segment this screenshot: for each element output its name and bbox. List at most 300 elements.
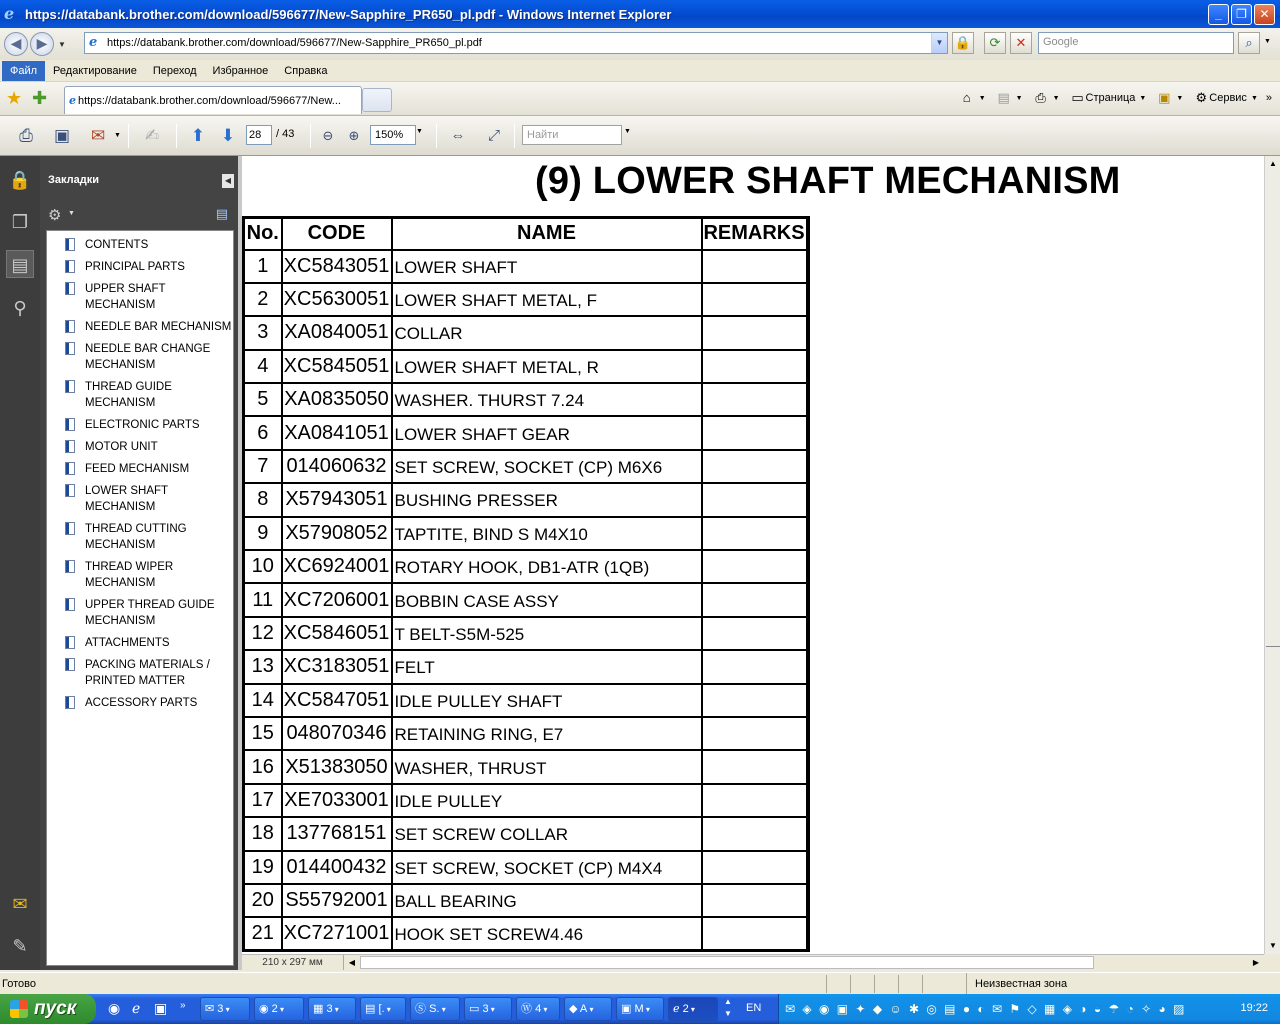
- taskbar-button[interactable]: [668, 997, 718, 1021]
- taskbar-button[interactable]: [200, 997, 250, 1021]
- safety-icon: ▣: [1158, 90, 1171, 105]
- part-code-cell: XC3183051: [282, 650, 392, 683]
- tools-menu-button[interactable]: ⚙ Сервис ▼: [1193, 90, 1258, 106]
- part-remarks-cell: [702, 583, 808, 616]
- part-number-cell: 1: [244, 250, 282, 283]
- part-code-cell: X57908052: [282, 517, 392, 550]
- part-name-cell: T BELT-S5M-525: [392, 617, 702, 650]
- bookmarks-title: Закладки: [48, 174, 100, 186]
- back-button[interactable]: ◀: [4, 32, 28, 56]
- horizontal-scroll-thumb[interactable]: [360, 956, 1094, 969]
- part-code-cell: 137768151: [282, 817, 392, 850]
- clock: 19:22: [1240, 1002, 1268, 1014]
- part-code-cell: XC6924001: [282, 550, 392, 583]
- part-number-cell: 18: [244, 817, 282, 850]
- table-row: [244, 483, 808, 516]
- scroll-up-button[interactable]: ▲: [1265, 156, 1280, 172]
- bookmark-label: THREAD WIPER MECHANISM: [85, 561, 174, 589]
- taskbar-button-label: S.: [429, 1003, 440, 1015]
- feeds-button[interactable]: ▤ ▼: [997, 90, 1023, 105]
- part-remarks-cell: [702, 717, 808, 750]
- bookmark-item[interactable]: [47, 257, 233, 279]
- part-remarks-cell: [702, 383, 808, 416]
- taskbar-button[interactable]: [616, 997, 664, 1021]
- menu-file[interactable]: Файл: [2, 61, 45, 81]
- part-number-cell: 8: [244, 483, 282, 516]
- taskbar-button-label: 3: [482, 1003, 489, 1015]
- command-bar: [949, 90, 1272, 106]
- security-zone: Неизвестная зона: [966, 973, 1280, 995]
- bookmarks-icon[interactable]: ▤: [6, 250, 34, 278]
- mail-icon: ✉: [205, 1003, 218, 1015]
- part-code-cell: X57943051: [282, 483, 392, 516]
- status-bar: [0, 972, 1280, 994]
- bookmark-item[interactable]: [47, 481, 233, 519]
- page-size-readout: 210 x 297 мм: [242, 955, 344, 970]
- bookmark-item[interactable]: [47, 339, 233, 377]
- vertical-scrollbar[interactable]: [1264, 156, 1280, 954]
- part-number-cell: 10: [244, 550, 282, 583]
- bookmark-label: THREAD GUIDE MECHANISM: [85, 381, 172, 409]
- table-row: [244, 617, 808, 650]
- taskbar-button-label: 3: [326, 1003, 333, 1015]
- expand-bookmark-icon[interactable]: ▤: [215, 206, 228, 221]
- maximize-button[interactable]: ❐: [1231, 4, 1252, 25]
- taskbar-button-label: 3: [217, 1003, 224, 1015]
- part-code-cell: XA0841051: [282, 416, 392, 449]
- title-bar: [0, 0, 1280, 28]
- group-dropdown-icon: ▾: [439, 1005, 446, 1014]
- share-dropdown[interactable]: ▼: [114, 132, 121, 139]
- bookmarks-toolbar: [42, 202, 236, 228]
- firefox-icon: ◉: [259, 1003, 272, 1015]
- part-code-cell: XC5846051: [282, 617, 392, 650]
- scroll-right-button[interactable]: ▶: [1252, 958, 1260, 967]
- group-dropdown-icon: ▾: [587, 1005, 594, 1014]
- part-code-cell: 014400432: [282, 851, 392, 884]
- bookmark-label: FEED MECHANISM: [85, 463, 190, 475]
- bookmark-label: NEEDLE BAR MECHANISM: [85, 321, 232, 333]
- bookmark-item[interactable]: [47, 633, 233, 655]
- table-row: [244, 817, 808, 850]
- part-remarks-cell: [702, 250, 808, 283]
- col-name-header: NAME: [392, 218, 702, 250]
- part-number-cell: 13: [244, 650, 282, 683]
- part-number-cell: 6: [244, 416, 282, 449]
- scroll-left-button[interactable]: ◀: [348, 958, 356, 967]
- part-number-cell: 3: [244, 316, 282, 349]
- bookmarks-list: [46, 230, 234, 966]
- bookmark-page-icon: [65, 522, 75, 535]
- bookmark-page-icon: [65, 238, 75, 251]
- page-title: (9) LOWER SHAFT MECHANISM: [535, 160, 1121, 202]
- table-row: [244, 416, 808, 449]
- history-dropdown[interactable]: ▼: [58, 39, 66, 49]
- bookmark-item[interactable]: [47, 557, 233, 595]
- part-name-cell: FELT: [392, 650, 702, 683]
- part-name-cell: LOWER SHAFT GEAR: [392, 416, 702, 449]
- part-number-cell: 2: [244, 283, 282, 316]
- tab-pdf[interactable]: [64, 86, 362, 114]
- page-number-input[interactable]: 28: [246, 125, 272, 145]
- part-code-cell: X51383050: [282, 750, 392, 783]
- part-remarks-cell: [702, 283, 808, 316]
- scroll-thumb[interactable]: [1266, 646, 1280, 654]
- bookmarks-panel: [40, 156, 238, 970]
- document-bottom-bar: [242, 954, 1264, 970]
- part-remarks-cell: [702, 851, 808, 884]
- bookmark-item[interactable]: [47, 459, 233, 481]
- col-no-header: No.: [244, 218, 282, 250]
- taskbar-button[interactable]: [308, 997, 356, 1021]
- bookmark-page-icon: [65, 636, 75, 649]
- group-dropdown-icon: ▾: [223, 1005, 230, 1014]
- part-code-cell: XE7033001: [282, 784, 392, 817]
- part-number-cell: 15: [244, 717, 282, 750]
- table-row: [244, 884, 808, 917]
- pdf-print-icon[interactable]: ⎙: [19, 126, 33, 145]
- bookmark-page-icon: [65, 696, 75, 709]
- excel-icon: ▦: [313, 1003, 327, 1015]
- group-dropdown-icon: ▾: [541, 1005, 548, 1014]
- bookmarks-header: [42, 160, 236, 200]
- page-total: / 43: [276, 128, 295, 140]
- home-button[interactable]: ⌂ ▼: [959, 90, 986, 106]
- print-button[interactable]: ⎙ ▼: [1033, 90, 1060, 106]
- quicklaunch-more-icon[interactable]: »: [180, 1000, 186, 1011]
- taskbar-button-label: 2: [271, 1003, 278, 1015]
- part-remarks-cell: [702, 517, 808, 550]
- start-label: пуск: [34, 998, 77, 1019]
- part-remarks-cell: [702, 617, 808, 650]
- part-number-cell: 4: [244, 350, 282, 383]
- bookmark-item[interactable]: [47, 279, 233, 317]
- part-code-cell: XC5630051: [282, 283, 392, 316]
- part-remarks-cell: [702, 684, 808, 717]
- bookmark-page-icon: [65, 560, 75, 573]
- bookmark-item[interactable]: [47, 415, 233, 437]
- table-row: [244, 383, 808, 416]
- status-text: Готово: [2, 978, 36, 990]
- part-name-cell: BOBBIN CASE ASSY: [392, 583, 702, 616]
- system-tray: [778, 994, 1280, 1024]
- stop-button[interactable]: ✕: [1010, 32, 1032, 54]
- part-number-cell: 12: [244, 617, 282, 650]
- bookmark-page-icon: [65, 440, 75, 453]
- table-row: [244, 851, 808, 884]
- folder-icon: ▭: [469, 1003, 483, 1015]
- table-row: [244, 784, 808, 817]
- taskbar-button[interactable]: [360, 997, 406, 1021]
- menu-edit[interactable]: Редактирование: [53, 64, 137, 77]
- bookmark-page-icon: [65, 418, 75, 431]
- table-row: [244, 517, 808, 550]
- taskbar-button-label: M: [634, 1003, 644, 1015]
- menu-favorites[interactable]: Избранное: [212, 64, 269, 77]
- bookmark-item[interactable]: [47, 377, 233, 415]
- taskbar: [0, 994, 1280, 1024]
- bookmark-page-icon: [65, 484, 75, 497]
- bookmark-label: THREAD CUTTING MECHANISM: [85, 523, 187, 551]
- table-row: [244, 316, 808, 349]
- part-name-cell: IDLE PULLEY: [392, 784, 702, 817]
- address-field[interactable]: [84, 32, 948, 54]
- bookmark-item[interactable]: [47, 317, 233, 339]
- taskbar-button-label: A: [579, 1003, 588, 1015]
- search-options-dropdown[interactable]: ▼: [1264, 38, 1271, 45]
- search-icon[interactable]: ⌕: [1238, 32, 1260, 54]
- part-number-cell: 5: [244, 383, 282, 416]
- table-row: [244, 650, 808, 683]
- bookmark-item[interactable]: [47, 519, 233, 557]
- close-window-button[interactable]: ✕: [1254, 4, 1275, 25]
- table-row: [244, 450, 808, 483]
- part-remarks-cell: [702, 550, 808, 583]
- home-icon: ⌂: [962, 90, 971, 105]
- tab-row: [0, 82, 1280, 116]
- part-number-cell: 21: [244, 917, 282, 950]
- table-row: [244, 283, 808, 316]
- taskbar-scroll-arrows[interactable]: ▲ ▼: [724, 997, 732, 1018]
- tab-label: https://databank.brother.com/download/596677/New...: [78, 94, 341, 107]
- add-favorite-icon[interactable]: ✚: [32, 88, 48, 108]
- bookmark-label: NEEDLE BAR CHANGE MECHANISM: [85, 343, 211, 371]
- address-toolbar: [0, 28, 1280, 60]
- part-remarks-cell: [702, 316, 808, 349]
- prev-page-icon[interactable]: ⬆: [190, 126, 206, 145]
- safety-button[interactable]: ▣ ▼: [1158, 90, 1184, 105]
- windows-flag-icon: [10, 1000, 28, 1018]
- navigation-pane-strip: [0, 156, 40, 970]
- group-dropdown-icon: ▾: [688, 1005, 695, 1014]
- table-row: [244, 717, 808, 750]
- new-tab-button[interactable]: [362, 88, 392, 112]
- bookmark-label: CONTENTS: [85, 239, 149, 251]
- next-page-icon[interactable]: ⬇: [220, 126, 236, 145]
- quicklaunch-ie-icon[interactable]: ℯ: [132, 1000, 141, 1016]
- ie-logo-icon: e: [4, 4, 15, 23]
- table-row: [244, 750, 808, 783]
- pages-icon[interactable]: ❐: [11, 212, 29, 232]
- find-binoculars-icon[interactable]: ⚲: [13, 298, 27, 318]
- taskbar-button[interactable]: [254, 997, 304, 1021]
- options-dropdown[interactable]: ▼: [68, 210, 75, 217]
- part-remarks-cell: [702, 650, 808, 683]
- fit-page-icon[interactable]: ⤢: [487, 127, 500, 144]
- tools-menu-label: Сервис: [1209, 92, 1247, 104]
- part-name-cell: LOWER SHAFT: [392, 250, 702, 283]
- printer-icon: ⎙: [1035, 90, 1046, 105]
- gear-icon: ⚙: [1195, 90, 1208, 105]
- bookmark-label: LOWER SHAFT MECHANISM: [85, 485, 168, 513]
- fit-width-icon[interactable]: ⇔: [450, 127, 466, 144]
- bookmark-label: ATTACHMENTS: [85, 637, 170, 649]
- media-icon: ▣: [621, 1003, 635, 1015]
- bookmark-label: MOTOR UNIT: [85, 441, 158, 453]
- part-name-cell: HOOK SET SCREW4.46: [392, 917, 702, 950]
- col-remarks-header: REMARKS: [702, 218, 808, 250]
- favorites-star-icon[interactable]: ★: [6, 88, 23, 108]
- scroll-down-button[interactable]: ▼: [1265, 938, 1280, 954]
- part-code-cell: XC7271001: [282, 917, 392, 950]
- bookmark-page-icon: [65, 380, 75, 393]
- notepad-icon: ▤: [365, 1003, 379, 1015]
- menu-go[interactable]: Переход: [152, 64, 197, 77]
- bookmark-label: UPPER THREAD GUIDE MECHANISM: [85, 599, 215, 627]
- menu-help[interactable]: Справка: [284, 64, 328, 77]
- bookmark-label: PRINCIPAL PARTS: [85, 261, 185, 273]
- col-code-header: CODE: [282, 218, 392, 250]
- zoom-dropdown[interactable]: ▼: [416, 128, 423, 135]
- part-name-cell: WASHER, THRUST: [392, 750, 702, 783]
- part-name-cell: IDLE PULLEY SHAFT: [392, 684, 702, 717]
- tab-favicon-icon: e: [69, 94, 76, 107]
- language-indicator[interactable]: EN: [746, 1002, 762, 1014]
- part-code-cell: XC5845051: [282, 350, 392, 383]
- bookmark-page-icon: [65, 260, 75, 273]
- bookmark-label: ACCESSORY PARTS: [85, 697, 198, 709]
- part-number-cell: 16: [244, 750, 282, 783]
- group-dropdown-icon: ▾: [277, 1005, 285, 1014]
- quicklaunch-desktop-icon[interactable]: ▣: [154, 1000, 168, 1016]
- pdf-save-icon[interactable]: ▣: [53, 126, 71, 145]
- comments-icon[interactable]: ✉: [12, 894, 28, 914]
- part-remarks-cell: [702, 483, 808, 516]
- word-icon: Ⓦ: [521, 1003, 536, 1015]
- address-dropdown[interactable]: ▼: [931, 33, 947, 53]
- bookmark-label: PACKING MATERIALS / PRINTED MATTER: [85, 659, 210, 687]
- zoom-out-icon[interactable]: ⊖: [322, 128, 334, 143]
- page-menu-button[interactable]: ▭ Страница ▼: [1071, 90, 1147, 105]
- find-dropdown[interactable]: ▼: [624, 128, 631, 135]
- part-remarks-cell: [702, 450, 808, 483]
- part-name-cell: RETAINING RING, E7: [392, 717, 702, 750]
- part-number-cell: 7: [244, 450, 282, 483]
- taskbar-button-label: [.: [378, 1003, 385, 1015]
- part-remarks-cell: [702, 750, 808, 783]
- part-remarks-cell: [702, 350, 808, 383]
- address-url[interactable]: https://databank.brother.com/download/596677/New-Sapphire_PR650_pl.pdf: [107, 37, 482, 49]
- bookmark-page-icon: [65, 462, 75, 475]
- part-name-cell: TAPTITE, BIND S M4X10: [392, 517, 702, 550]
- group-dropdown-icon: ▾: [384, 1005, 391, 1014]
- part-name-cell: WASHER. THURST 7.24: [392, 383, 702, 416]
- skype-icon: Ⓢ: [415, 1003, 430, 1015]
- bookmark-item[interactable]: [47, 693, 233, 715]
- part-code-cell: XC7206001: [282, 583, 392, 616]
- part-name-cell: SET SCREW, SOCKET (CP) M6X6: [392, 450, 702, 483]
- part-remarks-cell: [702, 884, 808, 917]
- taskbar-button-label: 4: [535, 1003, 542, 1015]
- bookmark-item[interactable]: [47, 235, 233, 257]
- part-name-cell: BALL BEARING: [392, 884, 702, 917]
- part-name-cell: COLLAR: [392, 316, 702, 349]
- part-number-cell: 20: [244, 884, 282, 917]
- bookmark-page-icon: [65, 598, 75, 611]
- collapse-panel-button[interactable]: ◀: [222, 174, 234, 188]
- menu-bar: [0, 60, 1280, 82]
- taskbar-button[interactable]: [564, 997, 612, 1021]
- taskbar-button[interactable]: [410, 997, 460, 1021]
- bookmark-page-icon: [65, 342, 75, 355]
- table-row: [244, 350, 808, 383]
- tray-icons[interactable]: ✉ ◈ ◉ ▣ ✦ ◆ ☺ ✱ ◎ ▤ ● ◐ ✉ ⚑ ◇ ▦ ◈ ◑ ◒ ☂ ◔ ✧ ◕ ▨: [785, 1002, 1187, 1016]
- table-row: [244, 250, 808, 283]
- lock-icon[interactable]: 🔒: [952, 32, 974, 54]
- table-header-row: [244, 218, 808, 250]
- find-input[interactable]: Найти: [522, 125, 622, 145]
- table-row: [244, 583, 808, 616]
- bookmark-item[interactable]: [47, 437, 233, 459]
- forward-button[interactable]: ▶: [30, 32, 54, 56]
- part-code-cell: S55792001: [282, 884, 392, 917]
- part-code-cell: XA0840051: [282, 316, 392, 349]
- group-dropdown-icon: ▾: [488, 1005, 495, 1014]
- group-dropdown-icon: ▾: [643, 1005, 650, 1014]
- search-input[interactable]: Google: [1038, 32, 1234, 54]
- part-code-cell: XC5843051: [282, 250, 392, 283]
- window-title: https://databank.brother.com/download/596677/New-Sapphire_PR650_pl.pdf - Windows Internet Explorer: [25, 6, 672, 22]
- pdf-share-icon[interactable]: ✉: [90, 126, 106, 145]
- table-row: [244, 684, 808, 717]
- pdf-page-view: [242, 156, 1264, 954]
- page-favicon-icon: e: [89, 35, 98, 50]
- ie-icon: ℯ: [673, 1003, 683, 1015]
- minimize-button[interactable]: _: [1208, 4, 1229, 25]
- taskbar-button[interactable]: [516, 997, 560, 1021]
- page-menu-label: Страница: [1085, 92, 1136, 104]
- part-code-cell: XC5847051: [282, 684, 392, 717]
- rss-icon: ▤: [997, 90, 1010, 105]
- comment-icon[interactable]: ✍: [144, 126, 160, 145]
- group-dropdown-icon: ▾: [332, 1005, 339, 1014]
- taskbar-button-label: 2: [682, 1003, 689, 1015]
- part-number-cell: 11: [244, 583, 282, 616]
- part-name-cell: SET SCREW COLLAR: [392, 817, 702, 850]
- part-name-cell: BUSHING PRESSER: [392, 483, 702, 516]
- part-remarks-cell: [702, 416, 808, 449]
- pdf-toolbar: [0, 116, 1280, 156]
- part-remarks-cell: [702, 817, 808, 850]
- part-name-cell: SET SCREW, SOCKET (CP) M4X4: [392, 851, 702, 884]
- part-name-cell: LOWER SHAFT METAL, R: [392, 350, 702, 383]
- bookmark-item[interactable]: [47, 595, 233, 633]
- taskbar-button[interactable]: [464, 997, 512, 1021]
- attachments-icon[interactable]: ✎: [12, 936, 28, 956]
- part-code-cell: XA0835050: [282, 383, 392, 416]
- part-number-cell: 9: [244, 517, 282, 550]
- parts-table: [242, 216, 810, 952]
- bookmark-page-icon: [65, 282, 75, 295]
- part-remarks-cell: [702, 917, 808, 950]
- part-name-cell: LOWER SHAFT METAL, F: [392, 283, 702, 316]
- bookmark-item[interactable]: [47, 655, 233, 693]
- security-lock-icon[interactable]: 🔒: [8, 170, 32, 190]
- more-commands-button[interactable]: »: [1265, 92, 1272, 104]
- part-number-cell: 19: [244, 851, 282, 884]
- table-row: [244, 550, 808, 583]
- start-button[interactable]: [0, 994, 96, 1024]
- zoom-input[interactable]: 150%: [370, 125, 416, 145]
- part-number-cell: 17: [244, 784, 282, 817]
- part-number-cell: 14: [244, 684, 282, 717]
- part-code-cell: 014060632: [282, 450, 392, 483]
- options-gear-icon[interactable]: ⚙: [48, 207, 62, 224]
- refresh-button[interactable]: ⟳: [984, 32, 1006, 54]
- quicklaunch-firefox-icon[interactable]: ◉: [108, 1000, 121, 1016]
- part-code-cell: 048070346: [282, 717, 392, 750]
- zoom-in-icon[interactable]: ⊕: [348, 128, 360, 143]
